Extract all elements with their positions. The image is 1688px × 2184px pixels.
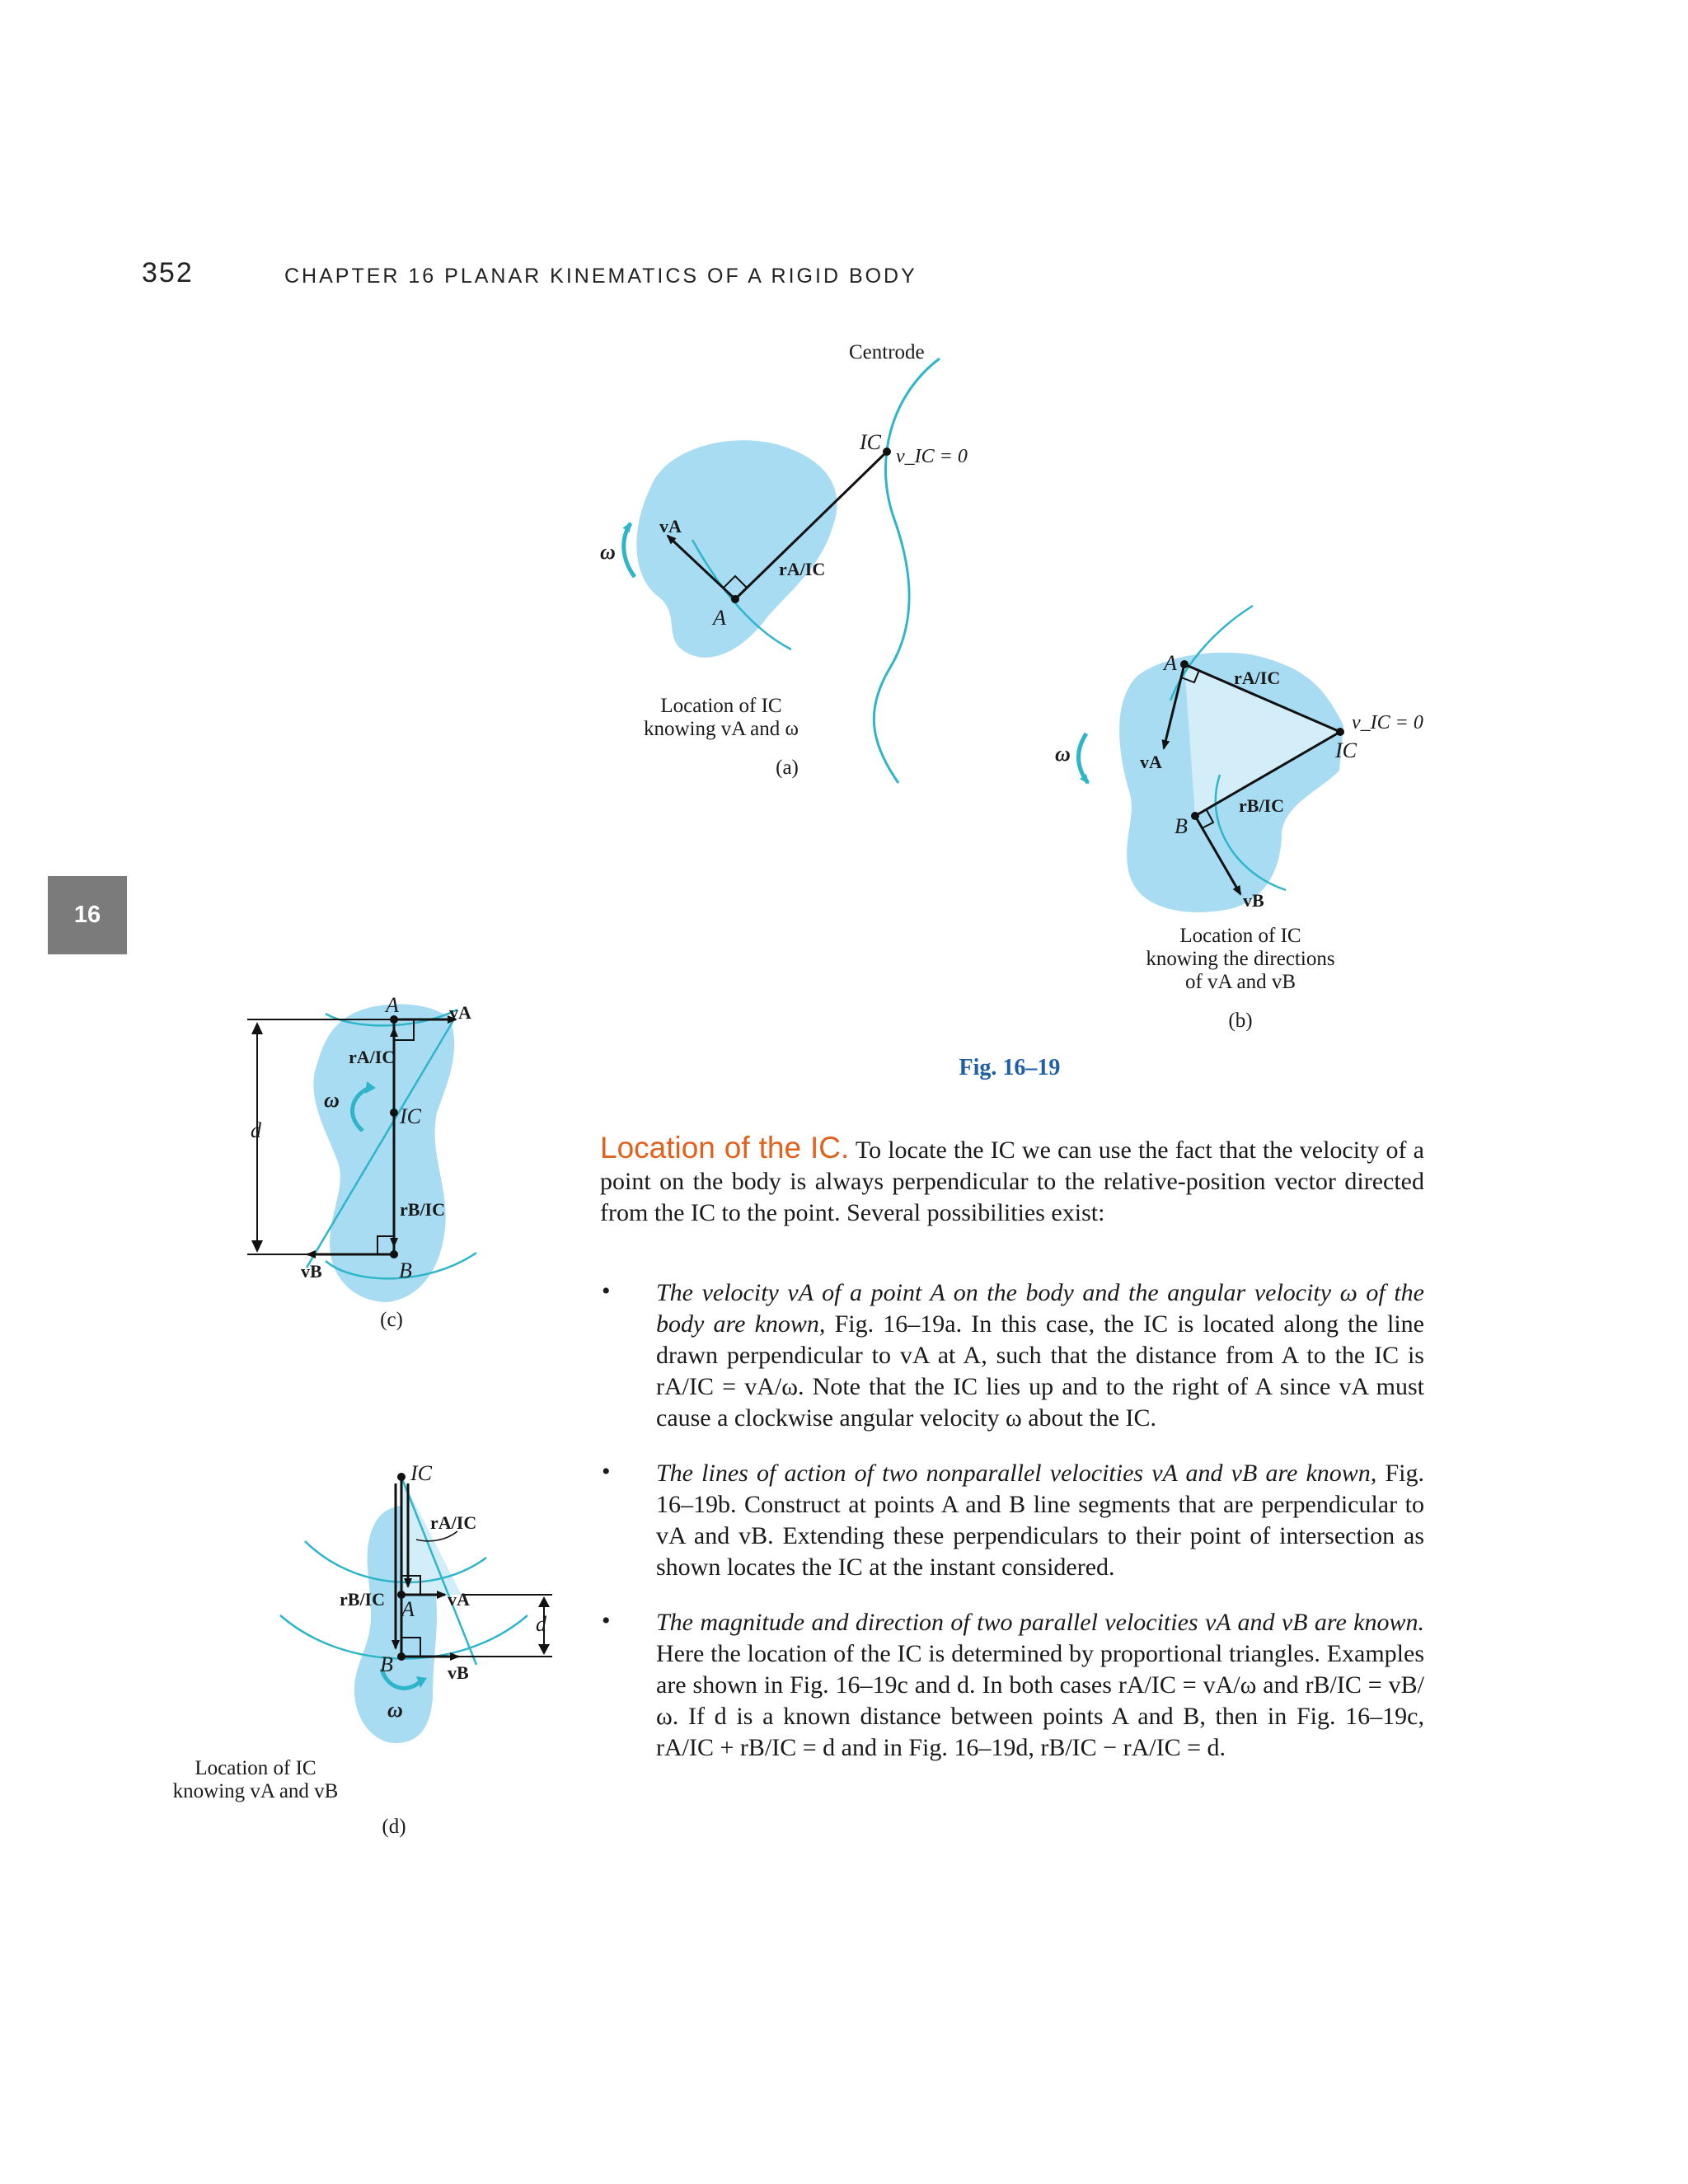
section-intro: To locate the IC we can use the fact that the velocity of a point on the body is always perpendicular to the relative-position vector directed from the IC to the point. Several possibilities exist: [600, 1137, 1424, 1226]
omega-arrow-b [1078, 733, 1088, 783]
rai-label-d: rA/IC [430, 1512, 477, 1533]
rbi-label-d: rB/IC [340, 1589, 385, 1610]
point-b-label-d: B [380, 1652, 393, 1676]
caption-d-line1: Location of IC [195, 1757, 316, 1779]
d-label-c: d [251, 1118, 261, 1142]
va-label-a: vA [659, 516, 682, 537]
va-label-d: vA [448, 1589, 470, 1610]
figure-d-drawing [280, 1473, 552, 1743]
point-a-label-d: A [401, 1597, 415, 1621]
sub-label-b: (b) [1228, 1010, 1253, 1032]
chapter-title: CHAPTER 16 PLANAR KINEMATICS OF A RIGID BODY [284, 265, 917, 288]
rai-label-a: rA/IC [779, 559, 826, 579]
omega-arrow-a [624, 523, 635, 577]
vb-label-c: vB [301, 1261, 322, 1282]
ic-label-c: IC [400, 1104, 421, 1128]
caption-b-line2: knowing the directions [1146, 948, 1335, 970]
caption-b [1117, 925, 1364, 994]
sub-label-a: (a) [776, 757, 799, 779]
caption-d [161, 1757, 350, 1803]
bullet-item [600, 1277, 1424, 1434]
caption-a-line1: Location of IC [660, 695, 782, 717]
bullet-body: Here the location of the IC is determined by proportional triangles. Examples are shown in Fig. 16–19c and d. In both cases rA/IC = vA/ω and rB/IC = vB/ω. If d is a known distance between points A and B, then in Fig. 16–19c, rA/IC + rB/IC = d and in Fig. 16–19d, rB/IC − rA/IC = d. [656, 1640, 1424, 1761]
ic-label-b: IC [1335, 738, 1357, 762]
figure-label: Fig. 16–19 [959, 1055, 1061, 1080]
centrode-curve [874, 359, 940, 783]
vb-label-b: vB [1243, 890, 1264, 911]
point-b-label-b: B [1175, 814, 1188, 838]
vic-label-a: v_IC = 0 [896, 446, 968, 467]
point-a-label-b: A [1164, 651, 1177, 675]
figure-b-drawing [1078, 606, 1344, 912]
bullet-icon: • [602, 1277, 611, 1305]
d-label-d: d [536, 1612, 546, 1636]
caption-d-line2: knowing vA and vB [172, 1780, 339, 1802]
caption-b-line1: Location of IC [1179, 925, 1301, 947]
omega-label-c: ω [324, 1088, 340, 1112]
section-location-of-ic [600, 1132, 1424, 1229]
caption-a-line2: knowing vA and ω [644, 718, 799, 740]
ic-label-a: IC [860, 430, 881, 454]
bullet-icon: • [602, 1458, 611, 1485]
va-label-b: vA [1140, 752, 1162, 772]
page-number: 352 [142, 257, 194, 288]
rai-label-c: rA/IC [349, 1047, 396, 1067]
ic-triangle-d [401, 1477, 462, 1595]
point-a-label-a: A [713, 606, 726, 630]
rbi-label-b: rB/IC [1239, 795, 1284, 816]
bullet-icon: • [602, 1607, 611, 1634]
point-b-label-c: B [399, 1258, 412, 1282]
caption-a [610, 695, 832, 741]
vb-label-d: vB [448, 1662, 469, 1683]
omega-label-b: ω [1055, 742, 1071, 766]
bullet-item [600, 1458, 1424, 1583]
chapter-tab: 16 [48, 876, 127, 954]
bullet-lead: The lines of action of two nonparallel velocities vA and vB are known, [656, 1460, 1377, 1487]
section-heading: Location of the IC. [600, 1131, 850, 1165]
bullet-item [600, 1607, 1424, 1764]
bullet-list [600, 1277, 1424, 1788]
bullet-lead: The velocity vA of a point A on the body and the angular velocity ω of the body are known, [656, 1279, 1424, 1338]
rigid-body-a [636, 440, 837, 658]
bullet-body: Fig. 16–19a. In this case, the IC is located along the line drawn perpendicular to vA at A, such that the distance from A to the IC is rA/IC = vA/ω. Note that the IC lies up and to the right of A since vA must cause a clockwise angular velocity ω about the IC. [656, 1310, 1424, 1432]
sub-label-c: (c) [380, 1309, 403, 1331]
bullet-body: Fig. 16–19b. Construct at points A and B line segments that are perpendicular to vA and vB. Extending these perpendiculars to their point of intersection as shown locates the IC at the instant considered. [656, 1460, 1425, 1581]
point-a-label-c: A [386, 993, 399, 1017]
rbi-label-c: rB/IC [400, 1199, 445, 1220]
caption-b-line3: of vA and vB [1184, 971, 1296, 993]
va-label-c: vA [449, 1002, 471, 1023]
sub-label-d: (d) [382, 1816, 406, 1838]
omega-label-d: ω [387, 1698, 403, 1722]
bullet-lead: The magnitude and direction of two parallel velocities vA and vB are known. [656, 1609, 1424, 1636]
ic-label-d: IC [410, 1461, 432, 1485]
rai-label-b: rA/IC [1234, 668, 1281, 688]
vic-label-b: v_IC = 0 [1352, 712, 1423, 733]
omega-label-a: ω [600, 540, 616, 564]
centrode-label: Centrode [849, 341, 925, 363]
